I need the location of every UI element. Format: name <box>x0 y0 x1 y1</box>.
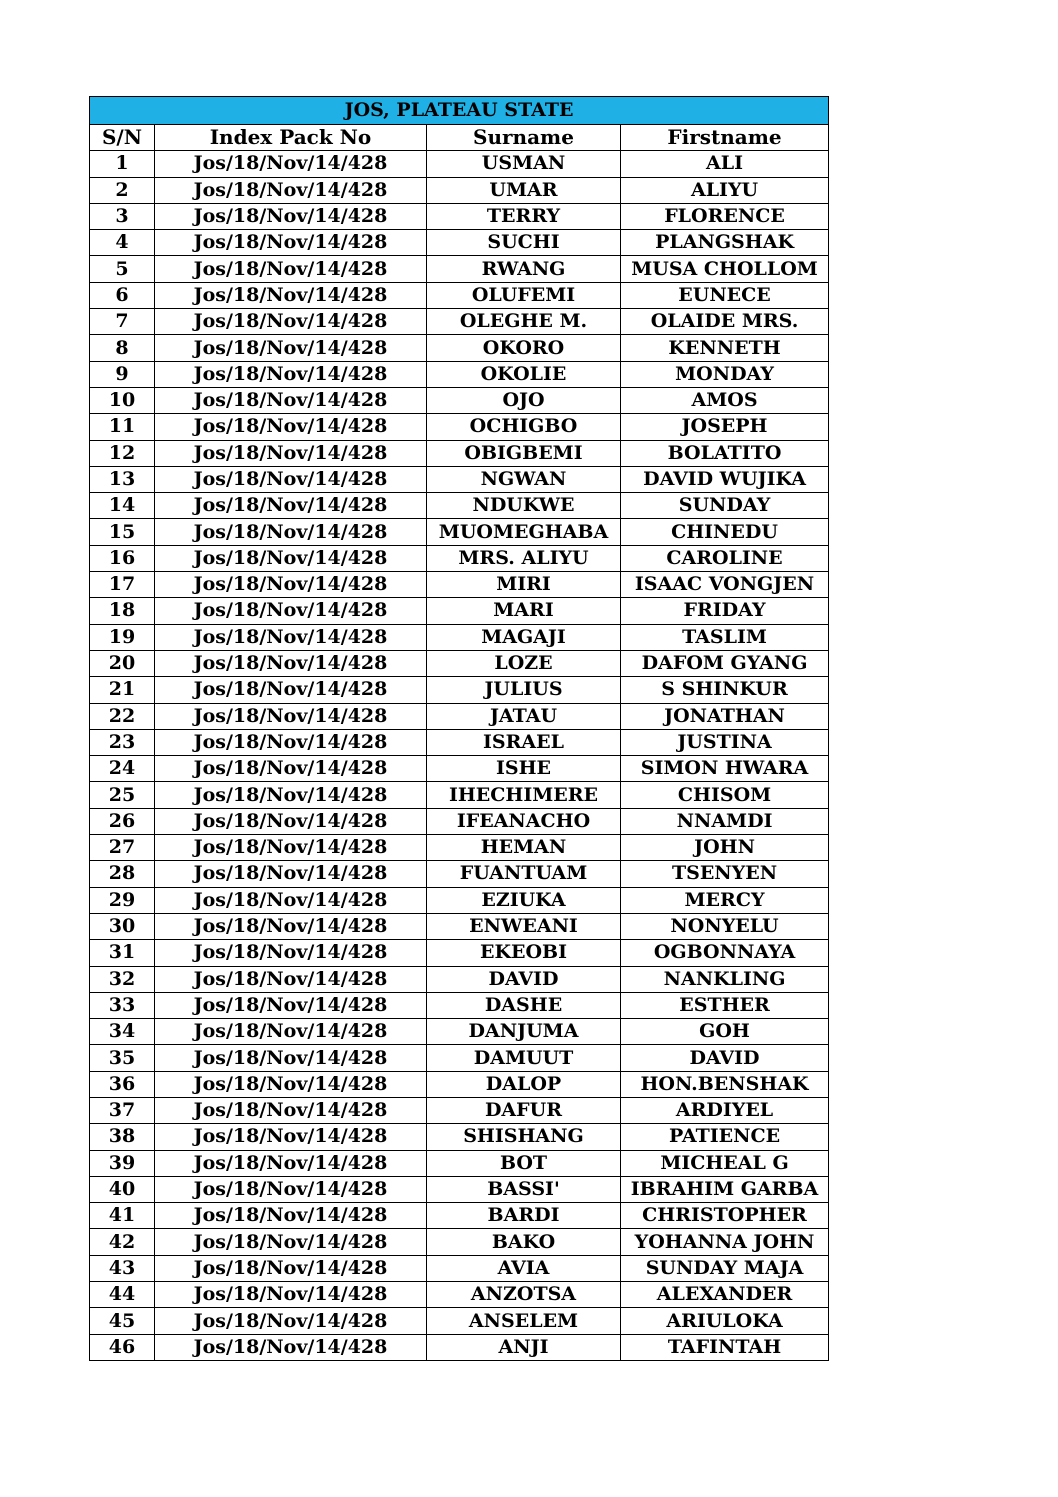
cell-surname: TERRY <box>427 203 621 229</box>
cell-surname: UMAR <box>427 177 621 203</box>
table-row <box>90 861 829 887</box>
table-row <box>90 598 829 624</box>
cell-index-pack-no: Jos/18/Nov/14/428 <box>155 650 427 676</box>
cell-surname: MIRI <box>427 572 621 598</box>
table-row <box>90 282 829 308</box>
cell-index-pack-no: Jos/18/Nov/14/428 <box>155 493 427 519</box>
cell-firstname: NONYELU <box>621 913 829 939</box>
table-title: JOS, PLATEAU STATE <box>90 97 829 125</box>
cell-index-pack-no: Jos/18/Nov/14/428 <box>155 1203 427 1229</box>
cell-sn: 2 <box>90 177 155 203</box>
cell-index-pack-no: Jos/18/Nov/14/428 <box>155 1045 427 1071</box>
cell-index-pack-no: Jos/18/Nov/14/428 <box>155 966 427 992</box>
cell-surname: EKEOBI <box>427 940 621 966</box>
header-index-pack-no: Index Pack No <box>155 125 427 151</box>
cell-sn: 37 <box>90 1097 155 1123</box>
cell-sn: 9 <box>90 361 155 387</box>
cell-index-pack-no: Jos/18/Nov/14/428 <box>155 256 427 282</box>
cell-index-pack-no: Jos/18/Nov/14/428 <box>155 729 427 755</box>
cell-surname: BARDI <box>427 1203 621 1229</box>
table-row <box>90 1045 829 1071</box>
cell-firstname: BOLATITO <box>621 440 829 466</box>
cell-firstname: SIMON HWARA <box>621 756 829 782</box>
cell-sn: 13 <box>90 466 155 492</box>
table-row <box>90 729 829 755</box>
table-row <box>90 966 829 992</box>
cell-index-pack-no: Jos/18/Nov/14/428 <box>155 387 427 413</box>
cell-sn: 46 <box>90 1334 155 1360</box>
cell-sn: 29 <box>90 887 155 913</box>
cell-index-pack-no: Jos/18/Nov/14/428 <box>155 1308 427 1334</box>
cell-surname: JULIUS <box>427 677 621 703</box>
table-row <box>90 913 829 939</box>
cell-sn: 34 <box>90 1019 155 1045</box>
cell-surname: RWANG <box>427 256 621 282</box>
cell-firstname: MONDAY <box>621 361 829 387</box>
table-row <box>90 677 829 703</box>
cell-sn: 30 <box>90 913 155 939</box>
cell-index-pack-no: Jos/18/Nov/14/428 <box>155 1097 427 1123</box>
cell-firstname: JOHN <box>621 835 829 861</box>
cell-index-pack-no: Jos/18/Nov/14/428 <box>155 861 427 887</box>
cell-sn: 15 <box>90 519 155 545</box>
cell-surname: ANJI <box>427 1334 621 1360</box>
table-row <box>90 1097 829 1123</box>
cell-firstname: TASLIM <box>621 624 829 650</box>
cell-sn: 4 <box>90 230 155 256</box>
cell-surname: EZIUKA <box>427 887 621 913</box>
table-row <box>90 1334 829 1360</box>
cell-sn: 39 <box>90 1150 155 1176</box>
cell-surname: BOT <box>427 1150 621 1176</box>
cell-surname: DALOP <box>427 1071 621 1097</box>
cell-index-pack-no: Jos/18/Nov/14/428 <box>155 572 427 598</box>
cell-surname: OKORO <box>427 335 621 361</box>
cell-sn: 19 <box>90 624 155 650</box>
cell-surname: ISHE <box>427 756 621 782</box>
cell-index-pack-no: Jos/18/Nov/14/428 <box>155 1255 427 1281</box>
table-row <box>90 1255 829 1281</box>
cell-surname: NDUKWE <box>427 493 621 519</box>
cell-firstname: YOHANNA JOHN <box>621 1229 829 1255</box>
table-row <box>90 203 829 229</box>
cell-surname: OCHIGBO <box>427 414 621 440</box>
cell-firstname: CHISOM <box>621 782 829 808</box>
cell-index-pack-no: Jos/18/Nov/14/428 <box>155 835 427 861</box>
cell-surname: IFEANACHO <box>427 808 621 834</box>
cell-firstname: ALIYU <box>621 177 829 203</box>
cell-index-pack-no: Jos/18/Nov/14/428 <box>155 1071 427 1097</box>
table-row <box>90 1203 829 1229</box>
cell-surname: JATAU <box>427 703 621 729</box>
cell-sn: 28 <box>90 861 155 887</box>
table-row <box>90 887 829 913</box>
cell-sn: 33 <box>90 992 155 1018</box>
cell-surname: HEMAN <box>427 835 621 861</box>
cell-index-pack-no: Jos/18/Nov/14/428 <box>155 887 427 913</box>
cell-surname: OJO <box>427 387 621 413</box>
cell-firstname: JUSTINA <box>621 729 829 755</box>
table-row <box>90 782 829 808</box>
cell-sn: 44 <box>90 1282 155 1308</box>
cell-index-pack-no: Jos/18/Nov/14/428 <box>155 361 427 387</box>
cell-firstname: KENNETH <box>621 335 829 361</box>
cell-firstname: MERCY <box>621 887 829 913</box>
table-row <box>90 992 829 1018</box>
cell-index-pack-no: Jos/18/Nov/14/428 <box>155 335 427 361</box>
table-row <box>90 177 829 203</box>
cell-sn: 23 <box>90 729 155 755</box>
cell-surname: OLUFEMI <box>427 282 621 308</box>
cell-index-pack-no: Jos/18/Nov/14/428 <box>155 598 427 624</box>
cell-sn: 36 <box>90 1071 155 1097</box>
table-row <box>90 1071 829 1097</box>
table-row <box>90 756 829 782</box>
cell-firstname: DAFOM GYANG <box>621 650 829 676</box>
cell-sn: 45 <box>90 1308 155 1334</box>
cell-firstname: AMOS <box>621 387 829 413</box>
cell-surname: DAFUR <box>427 1097 621 1123</box>
cell-firstname: PATIENCE <box>621 1124 829 1150</box>
cell-surname: ENWEANI <box>427 913 621 939</box>
cell-index-pack-no: Jos/18/Nov/14/428 <box>155 1282 427 1308</box>
table-row <box>90 466 829 492</box>
cell-index-pack-no: Jos/18/Nov/14/428 <box>155 703 427 729</box>
cell-firstname: ALEXANDER <box>621 1282 829 1308</box>
cell-index-pack-no: Jos/18/Nov/14/428 <box>155 466 427 492</box>
cell-firstname: IBRAHIM GARBA <box>621 1176 829 1202</box>
table-row <box>90 335 829 361</box>
cell-firstname: ISAAC VONGJEN <box>621 572 829 598</box>
cell-sn: 5 <box>90 256 155 282</box>
cell-surname: MRS. ALIYU <box>427 545 621 571</box>
cell-sn: 32 <box>90 966 155 992</box>
cell-firstname: SUNDAY <box>621 493 829 519</box>
cell-sn: 18 <box>90 598 155 624</box>
cell-sn: 6 <box>90 282 155 308</box>
table-row <box>90 387 829 413</box>
cell-sn: 24 <box>90 756 155 782</box>
cell-sn: 27 <box>90 835 155 861</box>
cell-firstname: ARDIYEL <box>621 1097 829 1123</box>
table-body <box>90 151 829 1361</box>
table-row <box>90 1150 829 1176</box>
cell-surname: NGWAN <box>427 466 621 492</box>
cell-index-pack-no: Jos/18/Nov/14/428 <box>155 913 427 939</box>
cell-firstname: CAROLINE <box>621 545 829 571</box>
cell-sn: 41 <box>90 1203 155 1229</box>
cell-firstname: OLAIDE MRS. <box>621 309 829 335</box>
cell-surname: AVIA <box>427 1255 621 1281</box>
header-firstname: Firstname <box>621 125 829 151</box>
cell-firstname: HON.BENSHAK <box>621 1071 829 1097</box>
cell-sn: 17 <box>90 572 155 598</box>
cell-index-pack-no: Jos/18/Nov/14/428 <box>155 177 427 203</box>
cell-index-pack-no: Jos/18/Nov/14/428 <box>155 782 427 808</box>
cell-surname: MAGAJI <box>427 624 621 650</box>
table-row <box>90 151 829 177</box>
cell-surname: FUANTUAM <box>427 861 621 887</box>
header-row <box>90 125 829 151</box>
cell-firstname: TAFINTAH <box>621 1334 829 1360</box>
table-row <box>90 414 829 440</box>
cell-surname: USMAN <box>427 151 621 177</box>
cell-sn: 35 <box>90 1045 155 1071</box>
cell-firstname: DAVID WUJIKA <box>621 466 829 492</box>
cell-index-pack-no: Jos/18/Nov/14/428 <box>155 1124 427 1150</box>
cell-surname: DANJUMA <box>427 1019 621 1045</box>
cell-surname: OKOLIE <box>427 361 621 387</box>
cell-sn: 43 <box>90 1255 155 1281</box>
cell-surname: DAMUUT <box>427 1045 621 1071</box>
cell-firstname: GOH <box>621 1019 829 1045</box>
table-row <box>90 493 829 519</box>
cell-index-pack-no: Jos/18/Nov/14/428 <box>155 1150 427 1176</box>
cell-index-pack-no: Jos/18/Nov/14/428 <box>155 309 427 335</box>
table-row <box>90 361 829 387</box>
cell-firstname: FRIDAY <box>621 598 829 624</box>
title-row <box>90 97 829 125</box>
cell-index-pack-no: Jos/18/Nov/14/428 <box>155 282 427 308</box>
cell-index-pack-no: Jos/18/Nov/14/428 <box>155 230 427 256</box>
cell-index-pack-no: Jos/18/Nov/14/428 <box>155 1176 427 1202</box>
table-row <box>90 940 829 966</box>
cell-sn: 3 <box>90 203 155 229</box>
cell-surname: ANSELEM <box>427 1308 621 1334</box>
cell-index-pack-no: Jos/18/Nov/14/428 <box>155 992 427 1018</box>
cell-surname: SHISHANG <box>427 1124 621 1150</box>
cell-sn: 22 <box>90 703 155 729</box>
cell-firstname: ALI <box>621 151 829 177</box>
cell-sn: 38 <box>90 1124 155 1150</box>
table-row <box>90 545 829 571</box>
table-row <box>90 309 829 335</box>
cell-sn: 12 <box>90 440 155 466</box>
table-row <box>90 1282 829 1308</box>
cell-surname: IHECHIMERE <box>427 782 621 808</box>
cell-sn: 14 <box>90 493 155 519</box>
cell-surname: DASHE <box>427 992 621 1018</box>
cell-surname: LOZE <box>427 650 621 676</box>
table-row <box>90 1124 829 1150</box>
table-row <box>90 703 829 729</box>
cell-surname: MUOMEGHABA <box>427 519 621 545</box>
cell-sn: 31 <box>90 940 155 966</box>
cell-index-pack-no: Jos/18/Nov/14/428 <box>155 440 427 466</box>
cell-index-pack-no: Jos/18/Nov/14/428 <box>155 808 427 834</box>
cell-index-pack-no: Jos/18/Nov/14/428 <box>155 1229 427 1255</box>
table-row <box>90 624 829 650</box>
cell-surname: SUCHI <box>427 230 621 256</box>
cell-firstname: SUNDAY MAJA <box>621 1255 829 1281</box>
cell-firstname: ARIULOKA <box>621 1308 829 1334</box>
cell-surname: BAKO <box>427 1229 621 1255</box>
cell-surname: OLEGHE M. <box>427 309 621 335</box>
cell-surname: ANZOTSA <box>427 1282 621 1308</box>
cell-sn: 40 <box>90 1176 155 1202</box>
cell-sn: 10 <box>90 387 155 413</box>
cell-index-pack-no: Jos/18/Nov/14/428 <box>155 203 427 229</box>
cell-firstname: JONATHAN <box>621 703 829 729</box>
cell-firstname: JOSEPH <box>621 414 829 440</box>
cell-sn: 11 <box>90 414 155 440</box>
table-row <box>90 835 829 861</box>
cell-sn: 7 <box>90 309 155 335</box>
cell-firstname: FLORENCE <box>621 203 829 229</box>
cell-sn: 8 <box>90 335 155 361</box>
cell-firstname: EUNECE <box>621 282 829 308</box>
cell-surname: ISRAEL <box>427 729 621 755</box>
cell-index-pack-no: Jos/18/Nov/14/428 <box>155 624 427 650</box>
cell-index-pack-no: Jos/18/Nov/14/428 <box>155 151 427 177</box>
cell-firstname: ESTHER <box>621 992 829 1018</box>
table-row <box>90 572 829 598</box>
table-row <box>90 256 829 282</box>
cell-sn: 26 <box>90 808 155 834</box>
cell-firstname: NANKLING <box>621 966 829 992</box>
cell-firstname: DAVID <box>621 1045 829 1071</box>
cell-firstname: MUSA CHOLLOM <box>621 256 829 282</box>
header-surname: Surname <box>427 125 621 151</box>
roster-table <box>89 96 829 1361</box>
header-sn: S/N <box>90 125 155 151</box>
cell-sn: 21 <box>90 677 155 703</box>
cell-sn: 20 <box>90 650 155 676</box>
cell-firstname: TSENYEN <box>621 861 829 887</box>
cell-firstname: MICHEAL G <box>621 1150 829 1176</box>
cell-sn: 1 <box>90 151 155 177</box>
cell-index-pack-no: Jos/18/Nov/14/428 <box>155 940 427 966</box>
cell-surname: OBIGBEMI <box>427 440 621 466</box>
table-row <box>90 808 829 834</box>
cell-firstname: OGBONNAYA <box>621 940 829 966</box>
cell-surname: MARI <box>427 598 621 624</box>
cell-index-pack-no: Jos/18/Nov/14/428 <box>155 677 427 703</box>
table-row <box>90 1308 829 1334</box>
cell-surname: BASSI' <box>427 1176 621 1202</box>
cell-index-pack-no: Jos/18/Nov/14/428 <box>155 545 427 571</box>
cell-firstname: NNAMDI <box>621 808 829 834</box>
table-row <box>90 650 829 676</box>
cell-sn: 16 <box>90 545 155 571</box>
cell-index-pack-no: Jos/18/Nov/14/428 <box>155 519 427 545</box>
table-row <box>90 519 829 545</box>
cell-firstname: S SHINKUR <box>621 677 829 703</box>
table-row <box>90 1019 829 1045</box>
cell-firstname: CHRISTOPHER <box>621 1203 829 1229</box>
cell-firstname: PLANGSHAK <box>621 230 829 256</box>
cell-sn: 25 <box>90 782 155 808</box>
table-row <box>90 230 829 256</box>
cell-sn: 42 <box>90 1229 155 1255</box>
cell-index-pack-no: Jos/18/Nov/14/428 <box>155 1019 427 1045</box>
cell-surname: DAVID <box>427 966 621 992</box>
table-row <box>90 440 829 466</box>
cell-index-pack-no: Jos/18/Nov/14/428 <box>155 414 427 440</box>
table-row <box>90 1176 829 1202</box>
cell-index-pack-no: Jos/18/Nov/14/428 <box>155 1334 427 1360</box>
cell-firstname: CHINEDU <box>621 519 829 545</box>
table-row <box>90 1229 829 1255</box>
cell-index-pack-no: Jos/18/Nov/14/428 <box>155 756 427 782</box>
